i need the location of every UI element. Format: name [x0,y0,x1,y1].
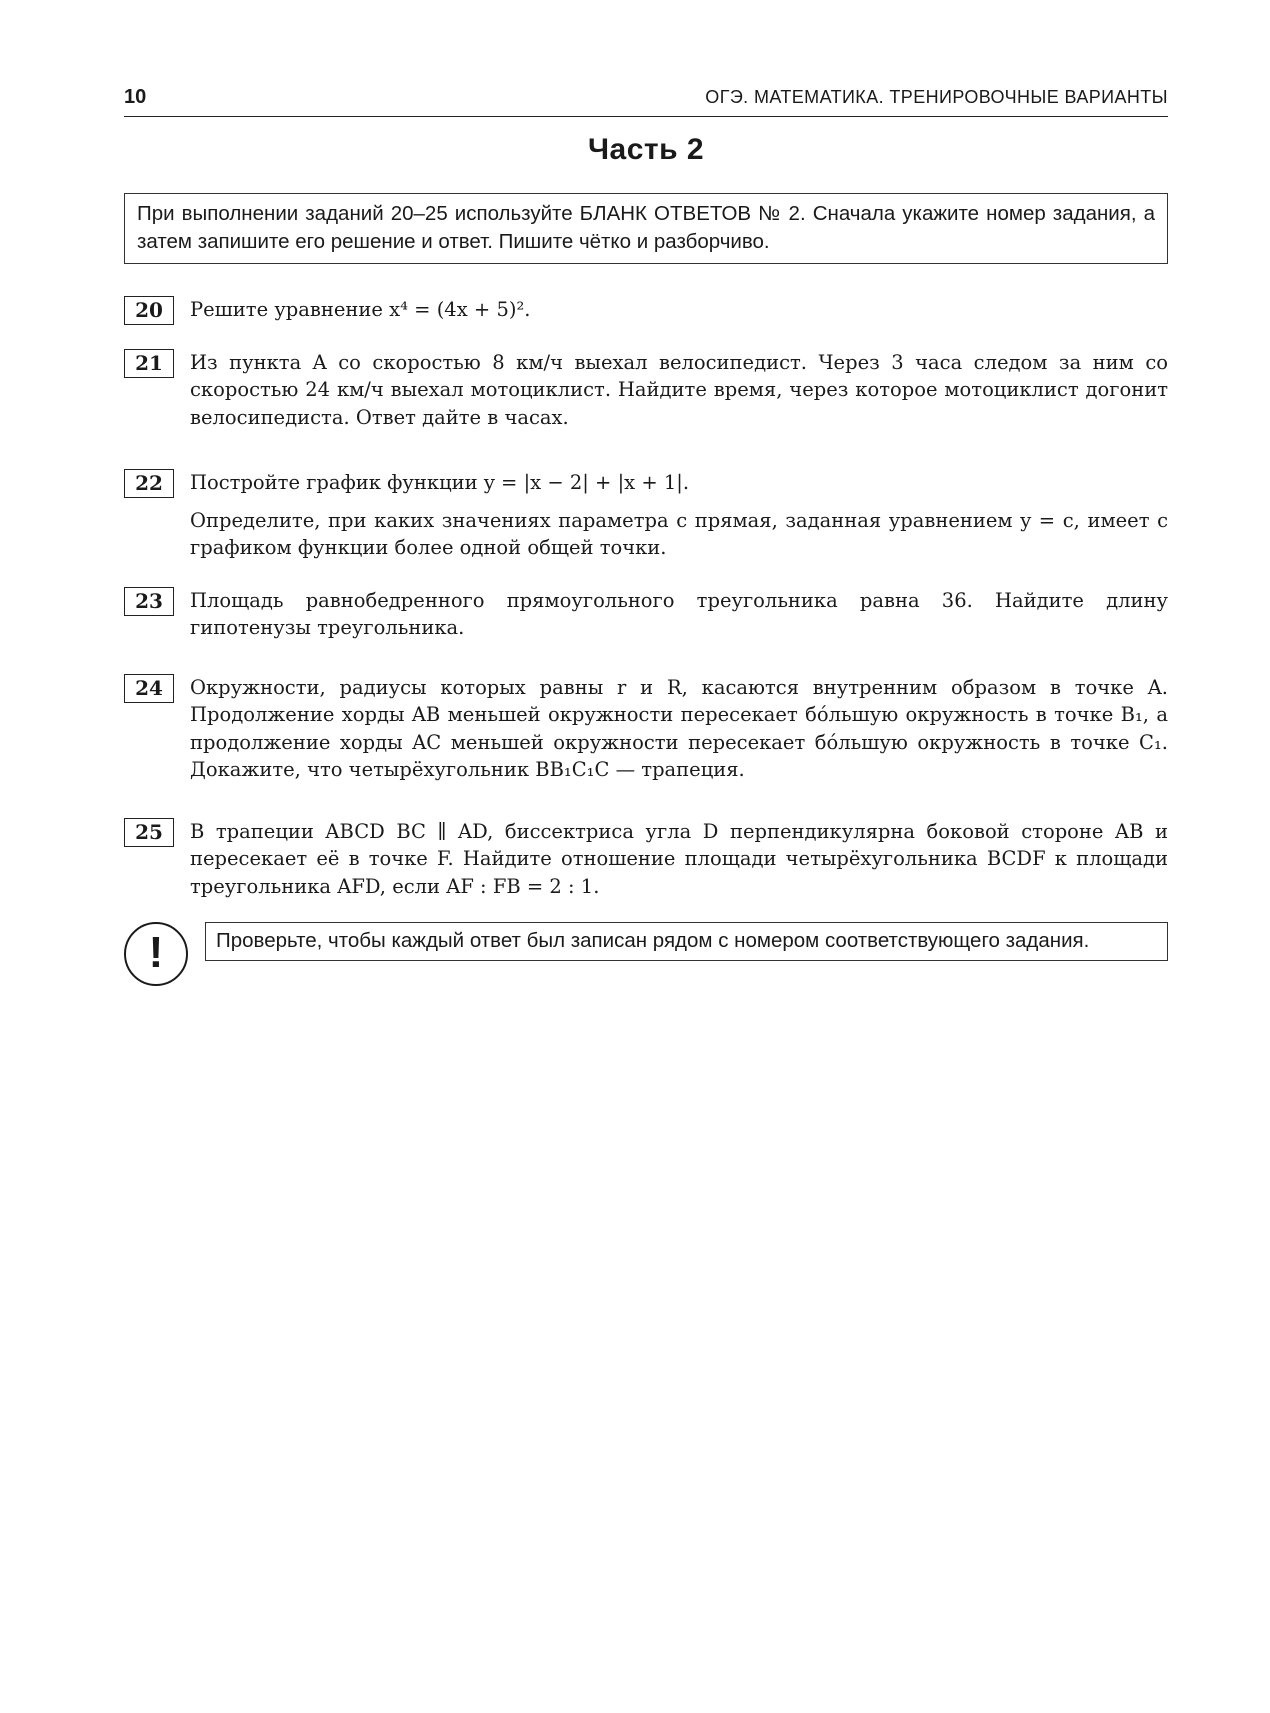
task-21 [124,349,1168,432]
exclamation-icon: ! [124,922,188,986]
document-page [124,80,1168,990]
task-number-25: 25 [124,818,174,847]
task-24 [124,674,1168,784]
task-23 [124,587,1168,642]
task-number-20: 20 [124,296,174,325]
task-number-23: 23 [124,587,174,616]
book-title: ОГЭ. МАТЕМАТИКА. ТРЕНИРОВОЧНЫЕ ВАРИАНТЫ [705,87,1168,107]
task-22 [124,469,1168,562]
task-number-21: 21 [124,349,174,378]
running-head [124,80,1168,117]
task-text-24: Окружности, радиусы которых равны r и R, касаются внутренним образом в точке A. Продолжение хорды AB меньшей окружности пересекает бóльшую окружность в точке B₁, а продолжение хорды AC меньшей окружности пересекает бóльшую окружность в точке C₁. Докажите, что четырёхугольник BB₁C₁C — трапеция. [190,675,1168,781]
task-text-23: Площадь равнобедренного прямоугольного треугольника равна 36. Найдите длину гипотенузы треугольника. [190,588,1168,639]
page-number: 10 [124,86,147,108]
instructions-box: При выполнении заданий 20–25 используйте БЛАНК ОТВЕТОВ № 2. Сначала укажите номер задания, а затем запишите его решение и ответ. Пишите чётко и разборчиво. [124,193,1168,264]
task-number-22: 22 [124,469,174,498]
notice [124,922,1168,990]
part-title: Часть 2 [587,133,705,166]
task-number-24: 24 [124,674,174,703]
task-text-22-continued: Определите, при каких значениях параметра c прямая, заданная уравнением y = c, имеет с графиком функции более одной общей точки. [190,508,1168,559]
task-25 [124,818,1168,901]
task-text-22: Постройте график функции y = |x − 2| + |x + 1|. [190,471,690,494]
task-text-21: Из пункта A со скоростью 8 км/ч выехал велосипедист. Через 3 часа следом за ним со скоростью 24 км/ч выехал мотоциклист. Найдите время, через которое мотоциклист догонит велосипедиста. Ответ дайте в часах. [190,350,1168,429]
task-text-20: Решите уравнение x⁴ = (4x + 5)². [190,298,531,321]
task-20 [124,296,1168,324]
notice-text: Проверьте, чтобы каждый ответ был записан рядом с номером соответствующего задания. [205,922,1168,961]
task-text-25: В трапеции ABCD BC ∥ AD, биссектриса угла D перпендикулярна боковой стороне AB и пересекает её в точке F. Найдите отношение площади четырёхугольника BCDF к площади треугольника AFD, если AF : FB = 2 : 1. [190,819,1168,898]
